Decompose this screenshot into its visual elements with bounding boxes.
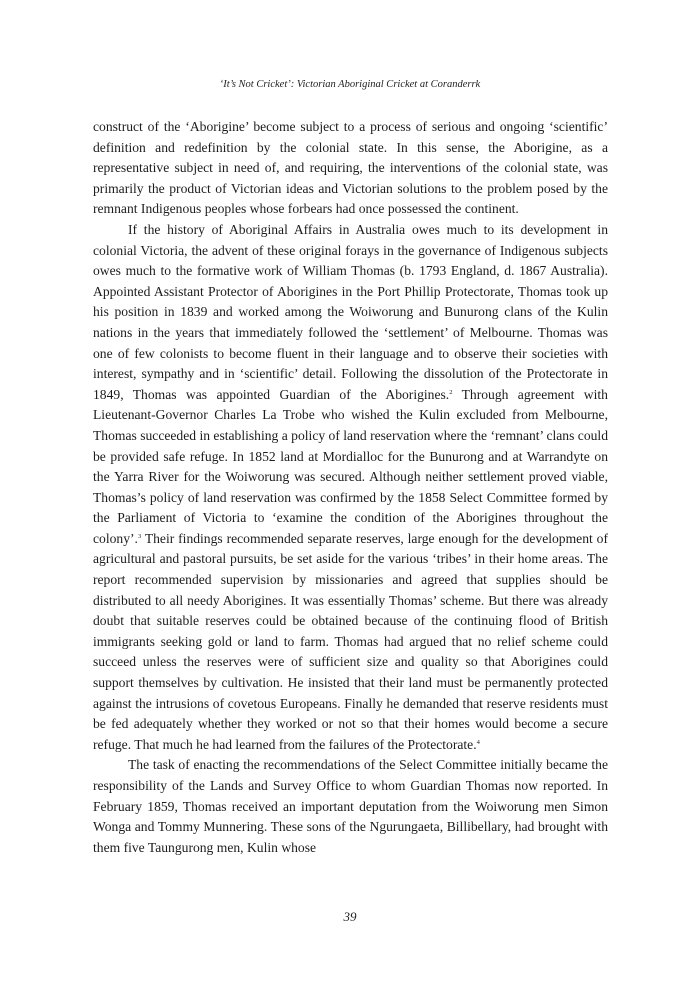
footnote-ref-2[interactable]: 2 (449, 388, 453, 396)
footnote-ref-4[interactable]: 4 (476, 738, 480, 746)
footnote-ref-3[interactable]: 3 (137, 532, 142, 540)
paragraph-1 (93, 117, 608, 220)
paragraph-2-text-a: If the history of Aboriginal Affairs in Australia owes much to its development in colonial Victoria, the advent of these original forays in the governance of Indigenous subjects owes much to the formative work of William Thomas (b. 1793 England, d. 1867 Australia). Appointed Assistant Protector of Aborigines in the Port Phillip Protectorate, Thomas took up his position in 1839 and worked among the Woiworung and Bunurong clans of the Kulin nations in the years that immediately followed the ‘settlement’ of Melbourne. Thomas was one of few colonists to become fluent in their language and to observe their societies with interest, sympathy and in ‘scientific’ detail. Following the dissolution of the Protectorate in 1849, Thomas was appointed Guardian of the Aborigines. (93, 221, 608, 402)
paragraph-1-text: construct of the ‘Aborigine’ become subject to a process of serious and ongoing ‘scientific’ definition and redefinition by the colonial state. In this sense, the Aborigine, as a representative subject in need of, and requiring, the interventions of the colonial state, was primarily the product of Victorian ideas and Victorian solutions to the problem posed by the remnant Indigenous peoples whose forbears had once possessed the continent. (93, 119, 608, 217)
running-head: ‘It’s Not Cricket’: Victorian Aboriginal Cricket at Coranderrk (219, 79, 481, 90)
body-text (93, 117, 608, 858)
paragraph-3 (93, 755, 608, 858)
paragraph-3-text: The task of enacting the recommendations of the Select Committee initially became the responsibility of the Lands and Survey Office to whom Guardian Thomas now reported. In February 1859, Thomas received an important deputation from the Woiworung men Simon Wonga and Tommy Munnering. These sons of the Ngurungaeta, Billibellary, had brought with them five Taungurong men, Kulin whose (93, 757, 608, 855)
page-number: 39 (343, 909, 357, 924)
paragraph-2-text-c: Their findings recommended separate reserves, large enough for the development of agricultural and pastoral pursuits, be set aside for the various ‘tribes’ in their home areas. The report recommended supervision by missionaries and agreed that supplies should be distributed to all needy Aborigines. It was essentially Thomas’ scheme. But there was already doubt that suitable reserves could be obtained because of the continuing flood of British immigrants seeking gold or land to farm. Thomas had argued that no relief scheme could succeed unless the reserves were of sufficient size and quality so that Aborigines could support themselves by cultivation. He insisted that their land must be permanently protected against the intrusions of covetous Europeans. Finally he demanded that reserve residents must be fed adequately whether they worked or not so that their homes would become a secure refuge. That much he had learned from the failures of the Protectorate. (93, 530, 608, 752)
paragraph-2-text-b: Through agreement with Lieutenant-Governor Charles La Trobe who wished the Kulin excluded from Melbourne, Thomas succeeded in establishing a policy of land reservation where the ‘remnant’ clans could be provided safe refuge. In 1852 land at Mordialloc for the Bunurong and at Warrandyte on the Yarra River for the Woiworung was secured. Although neither settlement proved viable, Thomas’s policy of land reservation was confirmed by the 1858 Select Committee formed by the Parliament of Victoria to ‘examine the condition of the Aborigines throughout the colony’. (93, 386, 608, 546)
paragraph-2 (93, 220, 608, 755)
